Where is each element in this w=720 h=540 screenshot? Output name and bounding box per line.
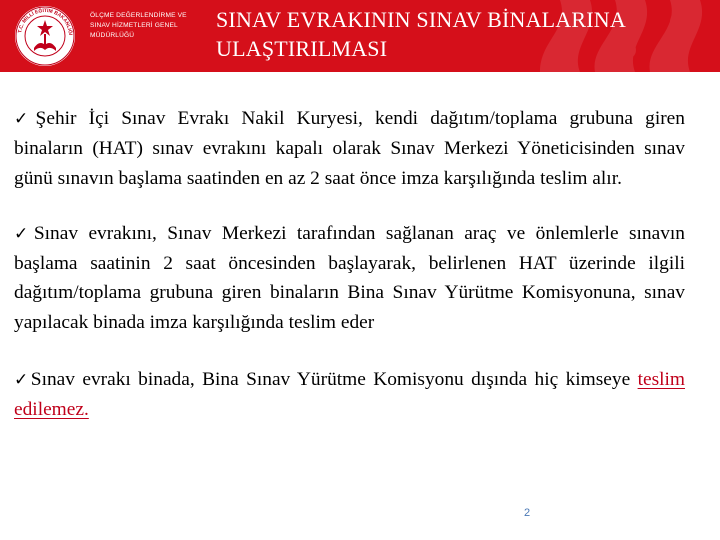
header-banner bbox=[0, 0, 720, 72]
bullet-paragraph-1 bbox=[14, 104, 685, 193]
emphasis-text: teslim edilemez. bbox=[14, 369, 685, 421]
org-line-2: SINAV HİZMETLERİ GENEL bbox=[90, 22, 178, 29]
org-line-3: MÜDÜRLÜĞÜ bbox=[90, 32, 135, 39]
paragraph-2-text: Sınav evrakını, Sınav Merkezi tarafından sağlanan araç ve önlemlerle sınavın başlama saatinin 2 saat öncesinden başlayarak, belirlenen HAT üzerinde ilgili dağıtım/toplama grubuna giren binaların Bina Sınav Yürütme Komisyonuna, sınav yapılacak binada imza karşılığında teslim eder bbox=[14, 222, 685, 333]
paragraph-3-text: Sınav evrakı binada, Bina Sınav Yürütme Komisyonu dışında hiç kimseye bbox=[30, 369, 638, 391]
page-number: 2 bbox=[523, 507, 531, 519]
title-line-2: ULAŞTIRILMASI bbox=[216, 36, 388, 61]
organization-name bbox=[90, 11, 220, 41]
title-line-1: SINAV EVRAKININ SINAV BİNALARINA bbox=[216, 7, 626, 32]
seal-text: T.C. MİLLİ EĞİTİM BAKANLIĞI bbox=[17, 7, 73, 36]
page-title bbox=[216, 5, 706, 63]
org-line-1: ÖLÇME DEĞERLENDİRME VE bbox=[90, 12, 187, 19]
ministry-seal-icon bbox=[8, 4, 82, 68]
slide-body bbox=[14, 104, 685, 451]
bullet-paragraph-2 bbox=[14, 219, 685, 337]
bullet-paragraph-3 bbox=[14, 365, 685, 425]
checkmark-icon: ✓ bbox=[14, 370, 31, 391]
paragraph-1-text: Şehir İçi Sınav Evrakı Nakil Kuryesi, kendi dağıtım/toplama grubuna giren binaların (HAT) sınav evrakını kapalı olarak Sınav Merkezi Yöneticisinden sınav günü sınavın başlama saatinden en az 2 saat önce imza karşılığında teslim alır. bbox=[14, 108, 685, 189]
checkmark-icon: ✓ bbox=[14, 223, 34, 244]
checkmark-icon: ✓ bbox=[14, 109, 36, 129]
